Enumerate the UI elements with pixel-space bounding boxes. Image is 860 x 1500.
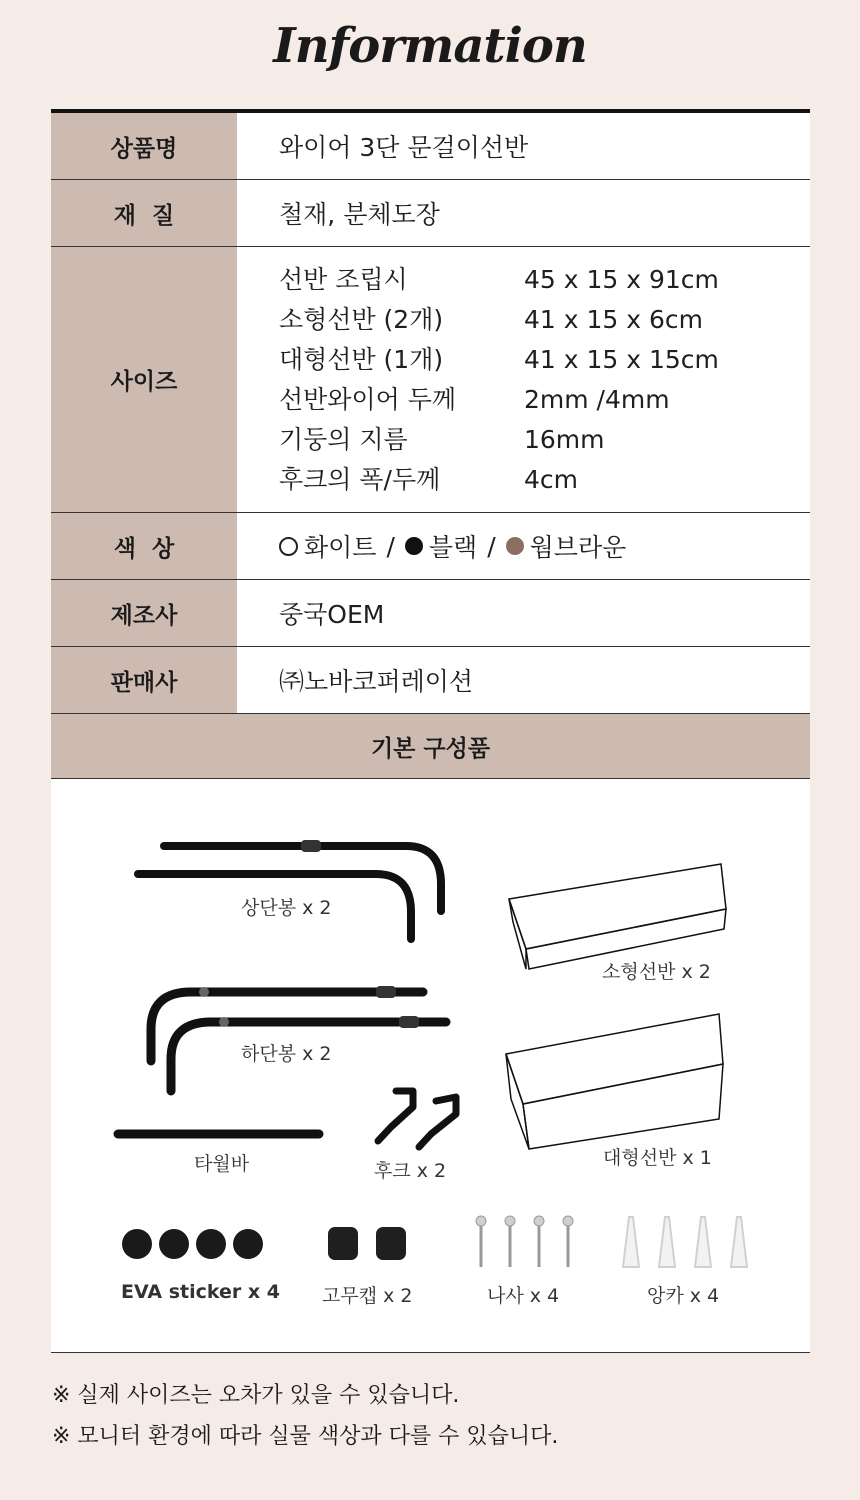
eva-sticker-illustration <box>122 1229 263 1259</box>
spec-value-size <box>237 247 810 512</box>
size-label: 선반 조립시 <box>279 264 408 294</box>
spec-value-color <box>237 513 810 579</box>
part-label-rubber-cap: 고무캡 x 2 <box>322 1285 413 1307</box>
part-label-bottom-bar: 하단봉 x 2 <box>241 1043 332 1065</box>
size-value: 4cm <box>524 464 579 494</box>
spec-value-maker: 중국OEM <box>237 580 810 646</box>
part-label-small-shelf: 소형선반 x 2 <box>602 961 711 983</box>
large-shelf-illustration <box>506 1014 723 1149</box>
part-label-top-bar: 상단봉 x 2 <box>241 897 332 919</box>
hook-illustration <box>378 1091 456 1147</box>
spec-table <box>51 109 810 1353</box>
note-item: ※ 모니터 환경에 따라 실물 색상과 다를 수 있습니다. <box>52 1424 559 1449</box>
size-label: 선반와이어 두께 <box>279 384 456 414</box>
spec-row-material <box>51 180 810 247</box>
color-white-swatch <box>279 537 298 556</box>
color-separator: / <box>386 531 395 561</box>
part-label-large-shelf: 대형선반 x 1 <box>603 1147 712 1169</box>
spec-row-size <box>51 247 810 513</box>
part-label-anchor: 앙카 x 4 <box>647 1285 720 1307</box>
spec-value-seller: ㈜노바코퍼레이션 <box>237 647 810 713</box>
color-black-swatch <box>405 537 423 555</box>
anchor-illustration <box>623 1217 747 1267</box>
size-value: 16mm <box>524 424 605 454</box>
part-label-eva-sticker: EVA sticker x 4 <box>121 1281 280 1303</box>
size-label: 후크의 폭/두께 <box>279 464 441 494</box>
color-name: 블랙 <box>428 533 478 562</box>
top-bar-illustration <box>138 840 441 939</box>
size-grid <box>279 260 719 500</box>
color-separator: / <box>487 531 496 561</box>
spec-value-name: 와이어 3단 문걸이선반 <box>237 113 810 179</box>
part-label-screw: 나사 x 4 <box>487 1285 560 1307</box>
page-title: Information <box>273 18 587 74</box>
size-value: 41 x 15 x 15cm <box>524 344 719 374</box>
rubber-cap-illustration <box>328 1227 406 1260</box>
size-value: 45 x 15 x 91cm <box>524 264 719 294</box>
spec-value-material: 철재, 분체도장 <box>237 180 810 246</box>
spec-label-material: 재 질 <box>51 180 237 246</box>
components-drawing <box>51 779 810 1352</box>
color-brown-swatch <box>506 537 524 555</box>
spec-label-color: 색 상 <box>51 513 237 579</box>
part-label-towel-bar: 타월바 <box>194 1153 250 1175</box>
color-name: 화이트 <box>304 533 377 562</box>
notes <box>52 1378 558 1460</box>
size-value: 2mm /4mm <box>524 384 670 414</box>
size-label: 기둥의 지름 <box>279 424 408 454</box>
color-name: 웜브라운 <box>529 533 627 562</box>
note-item: ※ 실제 사이즈는 오차가 있을 수 있습니다. <box>52 1383 460 1408</box>
size-value: 41 x 15 x 6cm <box>524 304 704 334</box>
part-label-hook: 후크 x 2 <box>374 1160 447 1182</box>
spec-label-size: 사이즈 <box>51 247 237 512</box>
size-label: 대형선반 (1개) <box>279 344 444 374</box>
basic-components-heading: 기본 구성품 <box>51 714 810 779</box>
spec-label-name: 상품명 <box>51 113 237 179</box>
spec-row-seller <box>51 647 810 714</box>
spec-row-name <box>51 113 810 180</box>
size-label: 소형선반 (2개) <box>279 304 444 334</box>
spec-label-maker: 제조사 <box>51 580 237 646</box>
spec-row-maker <box>51 580 810 647</box>
spec-label-seller: 판매사 <box>51 647 237 713</box>
small-shelf-illustration <box>509 864 726 969</box>
components-illustration <box>51 779 810 1353</box>
spec-row-color <box>51 513 810 580</box>
screw-illustration <box>476 1216 573 1267</box>
